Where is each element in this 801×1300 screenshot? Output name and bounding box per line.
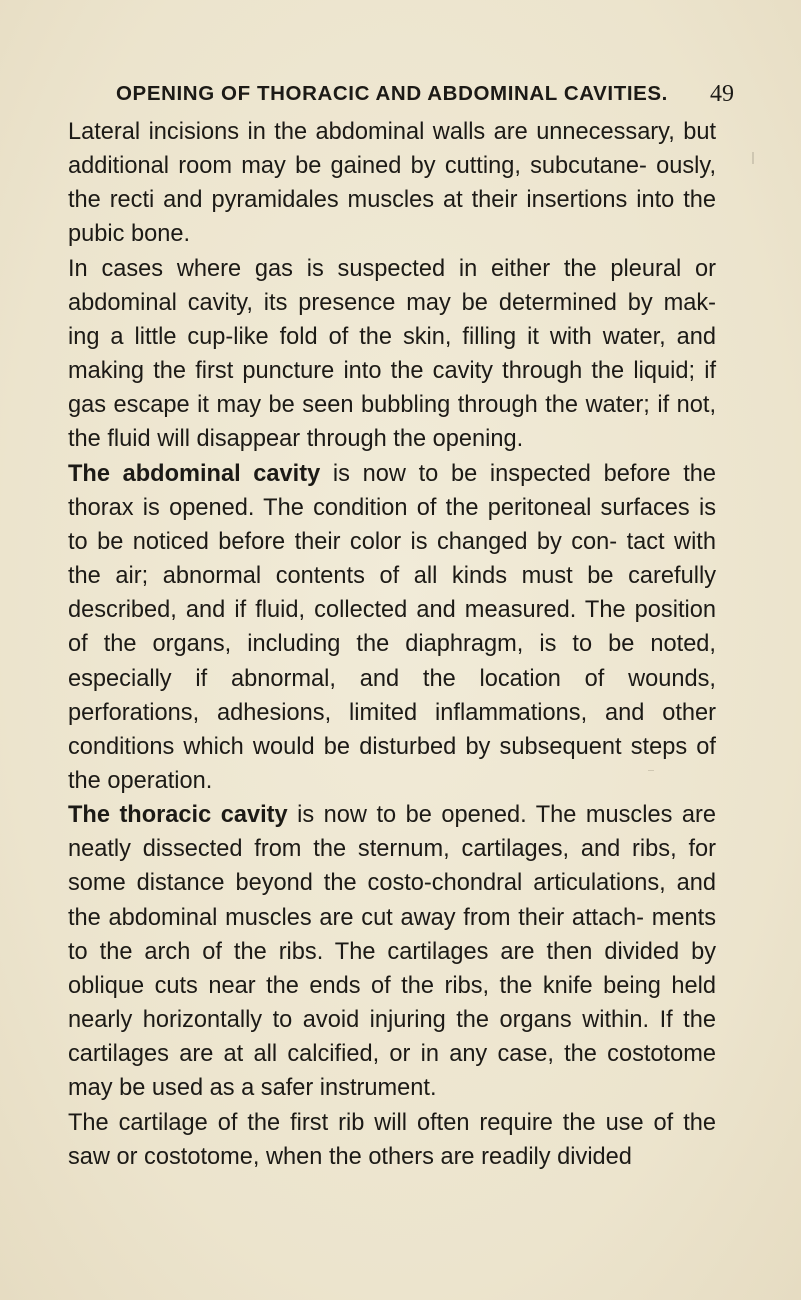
margin-speck: [752, 152, 754, 164]
running-head: [96, 78, 734, 110]
paragraph-text: Lateral incisions in the abdominal walls are unnecessary, but additional room may be gained by cutting, subcutane- ously, the recti and pyramidales muscles at their insertions into the pubic bone.: [68, 119, 716, 248]
paragraph-lateral-incisions: [68, 115, 716, 252]
margin-speck: [648, 770, 654, 771]
paragraph-thoracic-cavity: [68, 798, 716, 1105]
paragraph-lead: The abdominal cavity: [68, 460, 321, 487]
body-text: [68, 115, 716, 1174]
paragraph-first-rib: [68, 1106, 716, 1174]
paragraph-lead: The thoracic cavity: [68, 802, 288, 829]
paragraph-text: is now to be inspected before the thorax is opened. The condition of the peritoneal surfaces is to be noticed before their color is changed by con- tact with the air; abnormal contents of all kinds must be carefully described, and if fluid, collected and measured. The position of the organs, including the diaphragm, is to be noted, especially if abnormal, and the location of wounds, perforations, adhesions, limited inflammations, and other conditions which would be disturbed by subsequent steps of the operation.: [68, 460, 717, 794]
paragraph-text: is now to be opened. The muscles are neatly dissected from the sternum, cartilages, and ribs, for some distance beyond the costo-chondral articulations, and the abdominal muscles are cut away from their attach- ments to the arch of the ribs. The cartilages are then divided by oblique cuts near the ends of the ribs, the knife being held nearly horizontally to avoid injuring the organs within. If the cartilages are at all calcified, or in any case, the costotome may be used as a safer instrument.: [68, 802, 716, 1102]
paragraph-text: In cases where gas is suspected in either the pleural or abdominal cavity, its presence may be determined by mak- ing a little cup-like fold of the skin, filling it with water, and making the first puncture into the cavity through the liquid; if gas escape it may be seen bubbling through the water; if not, the fluid will disappear through the opening.: [68, 255, 716, 453]
running-head-title: OPENING OF THORACIC AND ABDOMINAL CAVITIES.: [116, 82, 668, 105]
page-number: 49: [710, 81, 734, 107]
paragraph-abdominal-cavity: [68, 457, 716, 799]
paragraph-text: The cartilage of the first rib will often require the use of the saw or costotome, when the others are readily divided: [68, 1109, 716, 1170]
paragraph-gas-test: [68, 252, 716, 457]
